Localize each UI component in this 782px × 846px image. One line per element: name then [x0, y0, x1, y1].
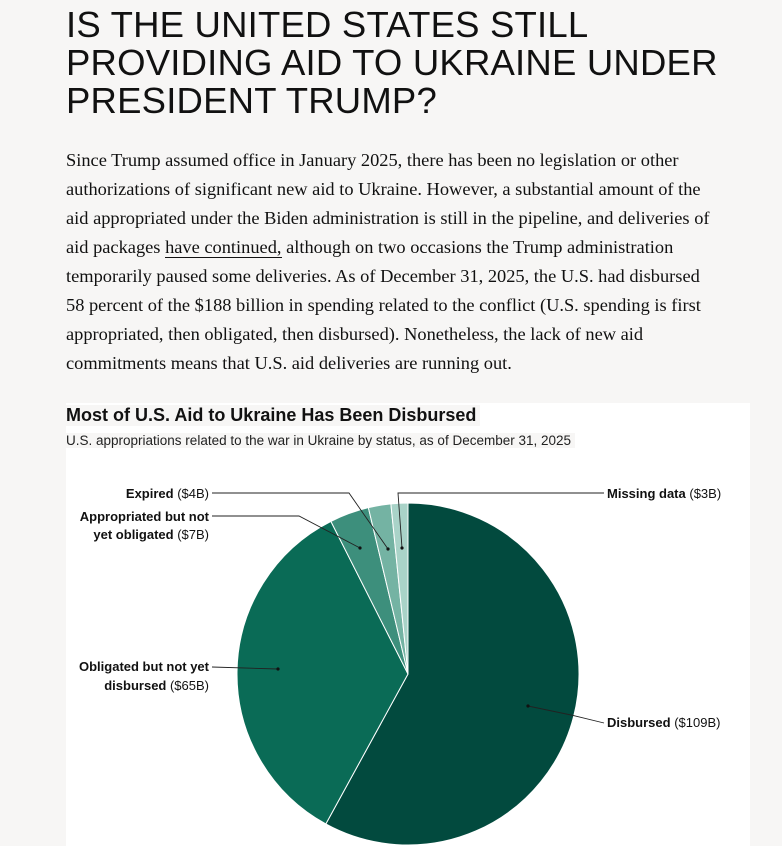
body-line-5: temporarily paused some deliveries. As of December 31, 2025, the U.S. had disbursed	[66, 266, 700, 286]
body-line-8: commitments means that U.S. aid deliveries are running out.	[66, 353, 512, 373]
body-line-4-post: although on two occasions the Trump administration	[281, 237, 674, 257]
body-line-3: aid appropriated under the Biden administration is still in the pipeline, and deliveries of	[66, 208, 710, 228]
body-line-7: appropriated, then obligated, then disbursed). Nonetheless, the lack of new aid	[66, 324, 644, 344]
chart-card	[66, 403, 750, 846]
slice-label-3-line-1: Appropriated but not	[79, 509, 209, 524]
leader-dot-2	[276, 667, 279, 670]
headline-line-3: PRESIDENT TRUMP?	[66, 80, 437, 121]
have-continued-link[interactable]: have continued,	[165, 237, 282, 257]
slice-label-5-line-1: Missing data ($3B)	[607, 486, 722, 501]
body-line-4-pre: aid packages	[66, 237, 166, 257]
headline	[66, 6, 766, 120]
body-line-4	[66, 233, 766, 262]
body-paragraph	[66, 146, 766, 378]
body-line-1: Since Trump assumed office in January 2025, there has been no legislation or other	[66, 150, 679, 170]
headline-line-2: PROVIDING AID TO UKRAINE UNDER	[66, 42, 718, 83]
leader-dot-5	[400, 546, 403, 549]
slice-label-2-line-1: Obligated but not yet	[79, 659, 209, 674]
body-line-6: 58 percent of the $188 billion in spending related to the conflict (U.S. spending is first	[66, 295, 701, 315]
chart-title: Most of U.S. Aid to Ukraine Has Been Disbursed	[66, 405, 480, 426]
slice-label-1-line-1: Disbursed ($109B)	[607, 715, 721, 730]
leader-dot-1	[526, 704, 529, 707]
slice-label-2-line-2: disbursed ($65B)	[104, 678, 209, 693]
chart-subtitle: U.S. appropriations related to the war in Ukraine by status, as of December 31, 2025	[66, 433, 575, 448]
body-line-2: authorizations of significant new aid to Ukraine. However, a substantial amount of the	[66, 179, 701, 199]
leader-dot-3	[358, 546, 361, 549]
leader-dot-4	[386, 547, 389, 550]
headline-line-1: IS THE UNITED STATES STILL	[66, 4, 589, 45]
pie-chart	[66, 403, 750, 846]
slice-label-3-line-2: yet obligated ($7B)	[93, 527, 209, 542]
slice-label-4-line-1: Expired ($4B)	[125, 486, 209, 501]
